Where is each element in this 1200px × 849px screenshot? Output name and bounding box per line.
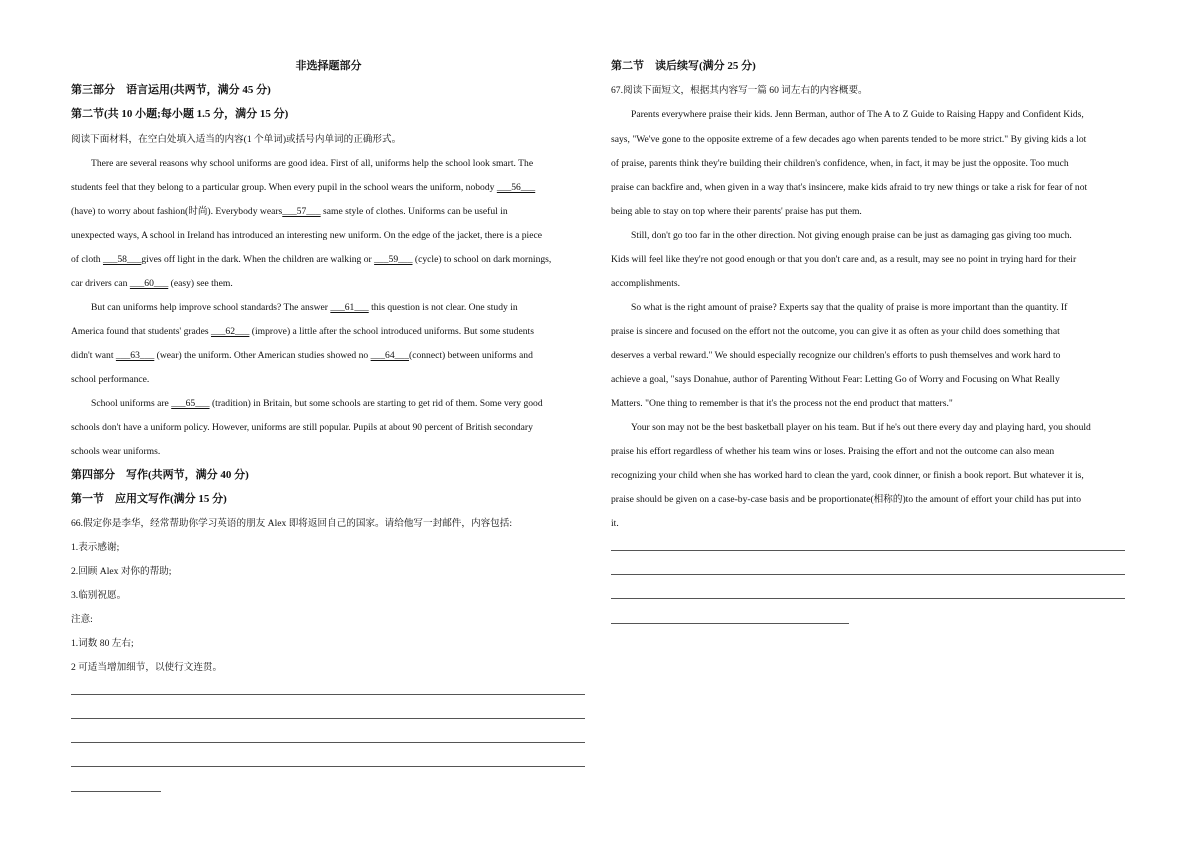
- passage-line: There are several reasons why school uniforms are good idea. First of all, uniforms help the school look smart. The: [91, 158, 534, 169]
- requirement-item: 2.回顾 Alex 对你的帮助;: [71, 566, 172, 577]
- passage-line: deserves a verbal reward." We should especially recognize our children's efforts to push themselves and work hard to: [611, 350, 1061, 361]
- part4-heading: 第四部分 写作(共两节，满分 40 分): [71, 469, 249, 481]
- answer-line[interactable]: [71, 766, 585, 767]
- page-title: 非选择题部分: [295, 60, 362, 72]
- passage-line: Still, don't go too far in the other direction. Not giving enough praise can be just as damaging gas giving too much.: [631, 230, 1072, 241]
- passage-line: praise his effort regardless of whether his team wins or loses. Praising the effort and not the outcome can also mean: [611, 446, 1055, 457]
- question-67: 67.阅读下面短文，根据其内容写一篇 60 词左右的内容概要。: [611, 85, 868, 96]
- passage-line: But can uniforms help improve school standards? The answer ___61___ this question is not clear. One study in: [91, 302, 518, 313]
- blank-63[interactable]: ___63___: [115, 350, 155, 361]
- blank-57[interactable]: ___57___: [282, 206, 321, 217]
- passage-line: praise is sincere and focused on the effort not the outcome, you can give it as often as your child does something that: [611, 326, 1060, 337]
- blank-64[interactable]: ___64___: [370, 350, 409, 361]
- blank-62[interactable]: ___62___: [211, 326, 250, 337]
- blank-60[interactable]: ___60___: [129, 278, 169, 289]
- passage-line: achieve a goal, "says Donahue, author of Parenting Without Fear: Letting Go of Worry and Focusing on What Really: [611, 374, 1060, 385]
- passage-line: (have) to worry about fashion(时尚). Everybody wears___57___ same style of clothes. Uniforms can be useful in: [71, 206, 508, 217]
- requirement-item: 1.表示感谢;: [71, 542, 120, 553]
- passage-line: praise should be given on a case-by-case basis and be proportionate(相称的)to the amount of effort your child has put into: [611, 494, 1082, 505]
- passage-line: Your son may not be the best basketball player on his team. But if he's out there every day and playing hard, you should: [631, 422, 1091, 433]
- passage-line: says, "We've gone to the opposite extreme of a few decades ago when parents tended to be more strict." By giving kids a lot: [611, 134, 1087, 145]
- section2-heading-right: 第二节 读后续写(满分 25 分): [611, 60, 756, 72]
- passage-line: schools don't have a uniform policy. However, uniforms are still popular. Pupils at about 90 percent of British secondary: [71, 422, 533, 433]
- blank-59[interactable]: ___59___: [374, 254, 413, 265]
- passage-line: being able to stay on top where their parents' praise has put them.: [611, 206, 862, 217]
- section1-heading: 第一节 应用文写作(满分 15 分): [71, 493, 227, 505]
- answer-line[interactable]: [611, 574, 1125, 575]
- passage-line: Kids will feel like they're not good enough or that you don't care and, as a result, may see no point in trying hard for their: [611, 254, 1077, 265]
- section2-heading: 第二节(共 10 小题;每小题 1.5 分，满分 15 分): [71, 108, 289, 120]
- part3-heading: 第三部分 语言运用(共两节，满分 45 分): [71, 84, 271, 96]
- blank-58[interactable]: ___58___: [102, 254, 142, 265]
- answer-line[interactable]: [611, 550, 1125, 551]
- passage-line: unexpected ways, A school in Ireland has introduced an interesting new uniform. On the edge of the jacket, there is a piece: [71, 230, 543, 241]
- answer-line[interactable]: [611, 623, 849, 624]
- passage-line: accomplishments.: [611, 278, 681, 289]
- passage-line: So what is the right amount of praise? Experts say that the quality of praise is more important than the quantity. If: [631, 302, 1068, 313]
- question-66: 66.假定你是李华，经常帮助你学习英语的朋友 Alex 即将返回自己的国家。请给他写一封邮件，内容包括:: [71, 518, 513, 529]
- blank-65[interactable]: ___65___: [171, 398, 210, 409]
- passage-line: school performance.: [71, 374, 150, 385]
- passage-line: praise can backfire and, when given in a way that's insincere, make kids afraid to try new things or take a risk for fear of not: [611, 182, 1088, 193]
- passage-line: schools wear uniforms.: [71, 446, 161, 457]
- blank-61[interactable]: ___61___: [330, 302, 369, 313]
- answer-line[interactable]: [71, 791, 161, 792]
- passage-line: recognizing your child when she has worked hard to clean the yard, cook dinner, or finish a book report. But whatever it is,: [611, 470, 1084, 481]
- answer-line[interactable]: [71, 718, 585, 719]
- passage-line: of praise, parents think they're building their children's confidence, when, in fact, it may be just the opposite. Too much: [611, 158, 1069, 169]
- note-label: 注意:: [71, 614, 93, 625]
- blank-56[interactable]: ___56___: [496, 182, 536, 193]
- passage-line: School uniforms are ___65___ (tradition) in Britain, but some schools are starting to get rid of them. Some very good: [91, 398, 543, 409]
- passage-line: Parents everywhere praise their kids. Jenn Berman, author of The A to Z Guide to Raising Happy and Confident Kids,: [631, 109, 1084, 120]
- cloze-instruction: 阅读下面材料，在空白处填入适当的内容(1 个单词)或括号内单词的正确形式。: [71, 134, 402, 145]
- passage-line: Matters. "One thing to remember is that it's the process not the end product that matters.": [611, 398, 953, 409]
- answer-line[interactable]: [611, 598, 1125, 599]
- answer-line[interactable]: [71, 694, 585, 695]
- passage-line: students feel that they belong to a particular group. When every pupil in the school wears the uniform, nobody ___56___: [71, 182, 536, 193]
- note-item: 2 可适当增加细节，以使行文连贯。: [71, 662, 223, 673]
- passage-line: of cloth ___58___gives off light in the dark. When the children are walking or ___59___ (cycle) to school on dark mornings,: [71, 254, 552, 265]
- answer-line[interactable]: [71, 742, 585, 743]
- passage-line: it.: [611, 518, 619, 529]
- note-item: 1.词数 80 左右;: [71, 638, 134, 649]
- passage-line: America found that students' grades ___62___ (improve) a little after the school introduced uniforms. But some students: [71, 326, 534, 337]
- passage-line: car drivers can ___60___ (easy) see them.: [71, 278, 233, 289]
- passage-line: didn't want ___63___ (wear) the uniform. Other American studies showed no ___64___(connect) between uniforms and: [71, 350, 533, 361]
- requirement-item: 3.临别祝愿。: [71, 590, 127, 601]
